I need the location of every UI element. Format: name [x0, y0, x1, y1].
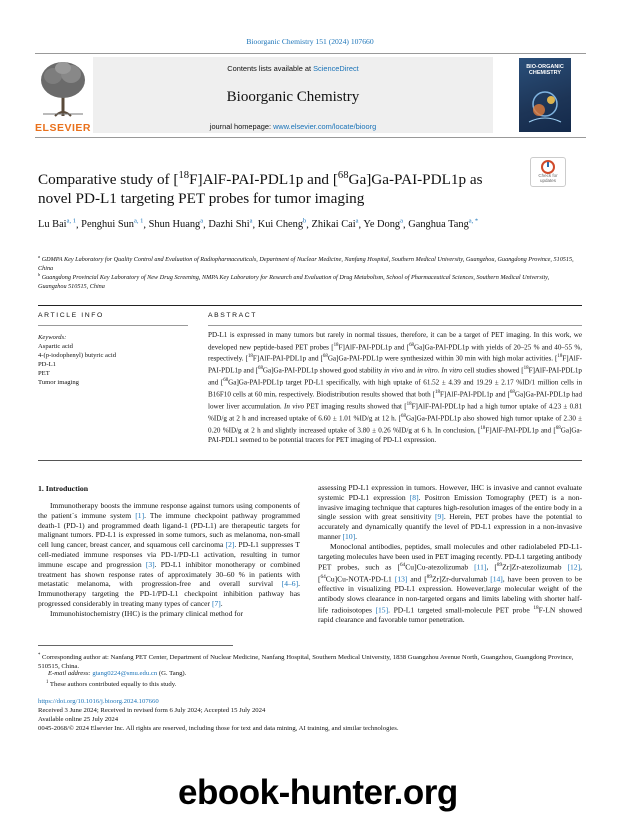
author-affiliation-mark[interactable]: a, 1	[66, 218, 76, 225]
affiliation-b: $^b$ Guangdong Provincial Key Laboratory of New Drug Screening, NMPA Key Laboratory for Research and Evaluation of Drug Metabolism, School of Pharmaceutical Sciences, Southern Medical University, Guangzhou 510515, China	[38, 272, 550, 291]
elsevier-logo[interactable]	[35, 56, 91, 134]
citation-link[interactable]: [11]	[474, 562, 487, 572]
citation-link[interactable]: [15]	[375, 605, 389, 615]
author-affiliation-mark[interactable]: a	[355, 218, 359, 225]
citation-link[interactable]: [14]	[490, 574, 503, 584]
author-name[interactable]: Zhikai Cai$^a$	[311, 218, 359, 231]
intro-paragraph-3: Monoclonal antibodies, peptides, small molecules and other radiolabeled PD-L1-targeting molecules have been used in PET imaging recently. PD-L1 targeting antibody PET probes, such as [$^{64}$Cu]Cu-atezolizumab [11], [$^{89}$Zr]Zr-atezolizumab [12], [$^{64}$Cu]Cu-NOTA-PD-L1 [13] and [$^{89}$Zr]Zr-durvalumab [14], have been proven to be effective in visualizing PD-L1 expression. However,large molecular weight of the antibody slows clearance in non-targeted organs and limits labeling with shorter half-life radioisotopes [15]. PD-L1 targeted small-molecule PET probe $^{18}$F-LN showed rapid clearance and favorable tumor penetration.	[318, 541, 583, 624]
author-name[interactable]: Kui Cheng$^b$	[257, 218, 307, 231]
citation-link[interactable]: [8]	[409, 492, 419, 502]
doi-link[interactable]: https://doi.org/10.1016/j.bioorg.2024.107660	[38, 698, 159, 705]
author-affiliation-mark[interactable]: a	[249, 218, 253, 225]
author-name[interactable]: Dazhi Shi$^a$	[208, 218, 253, 231]
footnote-rule	[38, 645, 233, 646]
affiliation-a: $^a$ GDMPA Key Laboratory for Quality Control and Evaluation of Radiopharmaceuticals, Department of Nuclear Medicine, Nanfang Hospital, Southern Medical University, Guangzhou, Guangdong Province, 510515, China	[38, 254, 574, 273]
journal-name: Bioorganic Chemistry	[226, 89, 360, 105]
citation-link[interactable]: [10]	[342, 531, 356, 541]
citation-link[interactable]: [3]	[145, 559, 155, 569]
citation-link[interactable]: [2]	[225, 540, 235, 550]
author-affiliation-mark[interactable]: a, 1	[134, 218, 144, 225]
author-name[interactable]: Lu Bai$^{a, 1}$	[38, 218, 76, 231]
article-info-rule	[38, 325, 188, 326]
watermark-text: ebook-hunter.org	[178, 773, 458, 812]
author-separator: ,	[203, 219, 209, 231]
intro-paragraph-2-cont: assessing PD-L1 expression in tumors. However, IHC is invasive and cannot evaluate systemic PD-L1 expression [8]. Positron Emission Tomography (PET) is a non-invasive imaging technique that captures high-resolution images of the entire body in a single session with great sensitivity [9]. Herein, PET probes have the potential to accurately and dynamically quantify the level of PD-L1 expression in a non-invasive manner [10].	[318, 483, 582, 541]
body-column-right	[318, 483, 582, 625]
citation-link[interactable]: [9]	[435, 512, 444, 522]
citation-link[interactable]: [12]	[567, 562, 581, 572]
author-affiliation-mark[interactable]: a	[200, 218, 204, 225]
author-name[interactable]: Ganghua Tang$^{a, *}$	[408, 218, 479, 231]
check-updates-icon	[531, 158, 565, 174]
available-online: Available online 25 July 2024	[38, 716, 119, 723]
author-affiliation-mark[interactable]: a	[400, 218, 404, 225]
author-name[interactable]: Ye Dong$^a$	[363, 218, 404, 231]
section-rule-bottom	[38, 460, 582, 461]
article-info-heading: ARTICLE INFO	[38, 312, 104, 319]
cover-art	[519, 58, 571, 132]
author-list	[38, 214, 578, 233]
journal-reference[interactable]: Bioorganic Chemistry 151 (2024) 107660	[246, 37, 374, 46]
citation-link[interactable]: [13]	[394, 574, 408, 584]
check-updates-label: Check for updates	[538, 173, 558, 183]
keyword-item: Aspartic acid	[38, 343, 73, 351]
keyword-item: 4-(p-iodophenyl) butyric acid	[38, 352, 117, 360]
intro-paragraph-1: Immunotherapy boosts the immune response against tumors using components of the patient`s immune system [1]. The immune checkpoint pathway programmed death-1 (PD-1) and programmed death ligand-1 (PD-L1) are therapeutic targets for malignant tumors. PD-L1 is expressed in some tumors, such as melanoma, non-small cell lung cancer, breast cancer, and squamous cell carcinoma [2]. PD-L1 suppresses T cell-mediated immune responses via PD-1/PD-L1 activation, resulting in tumor immune escape and progression [3]. PD-L1 inhibitor monotherapy or combined treatment has shown response rates of approximately 30–60 % in patients with metastatic melanoma, with progression-free and overall survival [4–6]. Immunotherapy targeting the PD-1/PD-L1 checkpoint inhibition pathway has progressed considerably in treating many types of cancer [7].	[38, 501, 301, 608]
section-rule-top	[38, 305, 582, 306]
body-column-left	[38, 501, 300, 619]
intro-paragraph-2-start: Immunohistochemistry (IHC) is the primary clinical method for	[50, 608, 244, 618]
journal-header	[35, 53, 586, 138]
citation-link[interactable]: [7]	[211, 598, 221, 608]
homepage-link[interactable]: www.elsevier.com/locate/bioorg	[273, 122, 377, 131]
keyword-item: PD-L1	[38, 361, 56, 369]
abstract-rule	[208, 325, 582, 326]
author-affiliation-mark[interactable]: b	[303, 218, 307, 225]
corresponding-author-note: * Corresponding author at: Nanfang PET Center, Department of Nuclear Medicine, Nanfang Hospital, Southern Medical University, 1838 Guangzhou Avenue North, Guangzhou, Guangdong Province, 510515, China.	[38, 653, 574, 671]
elsevier-tree-icon	[35, 56, 91, 120]
author-separator: ,	[358, 219, 364, 231]
author-name[interactable]: Penghui Sun$^{a, 1}$	[81, 218, 144, 231]
abstract-text: PD-L1 is expressed in many tumors but rarely in normal tissues, therefore, it can be a target of PET imaging. In this work, we developed new peptide-based PET probes [$^{18}$F]AlF-PAI-PDL1p and [$^{68}$Ga]Ga-PAI-PDL1p with yields of 20–25 % and 40–55 %, respectively. [$^{18}$F]AlF-PAI-PDL1p and [$^{68}$Ga]Ga-PAI-PDL1p were synthesized within 30 min with high molar activities. [$^{18}$F]AlF-PAI-PDL1p and [$^{68}$Ga]Ga-PAI-PDL1p showed good stability in vivo and in vitro. In vitro cell studies showed [$^{18}$F]AlF-PAI-PDL1p and [$^{68}$Ga]Ga-PAI-PDL1p target PD-L1 specifically, with high uptake of 61.52 ± 4.39 and 19.29 ± 2.17 %ID/1 million cells in B16F10 cells at 60 min, respectively. Biodistribution results showed that both [$^{18}$F]AlF-PAI-PDL1p and [$^{68}$Ga]Ga-PAI-PDL1p had lower liver accumulation. In vivo PET imaging results showed that [$^{18}$F]AlF-PAI-PDL1p had a high tumor uptake of 4.23 ± 0.81 %ID/g at 2 h and increased uptake of 6.60 ± 1.01 %ID/g at 12 h. [$^{68}$Ga]Ga-PAI-PDL1p also showed high tumor uptake of 2.30 ± 0.20 %ID/g at 2 h and slightly increased uptake of 3.80 ± 0.26 %ID/g at 6 h. In conclusion, [$^{18}$F]AlF-PAI-PDL1p and [$^{68}$Ga]Ga-PAI-PDL1 seemed to be potential tracers for PET imaging of PD-L1 expression.	[208, 331, 583, 444]
check-for-updates-badge[interactable]	[530, 157, 566, 187]
received-dates: Received 3 June 2024; Received in revised form 6 July 2024; Accepted 15 July 2024	[38, 707, 266, 714]
journal-cover-image[interactable]	[519, 58, 571, 132]
author-name[interactable]: Shun Huang$^a$	[148, 218, 204, 231]
citation-link[interactable]: [4–6]	[281, 579, 299, 589]
keyword-item: Tumor imaging	[38, 379, 79, 387]
author-separator: ,	[306, 219, 312, 231]
abstract-heading: ABSTRACT	[208, 312, 258, 319]
homepage-line: journal homepage: www.elsevier.com/locate/bioorg	[209, 122, 377, 131]
equal-contribution-note: $^1$ These authors contributed equally to this study.	[46, 680, 177, 689]
copyright-line: 0045-2068/© 2024 Elsevier Inc. All rights are reserved, including those for text and data mining, AI training, and similar technologies.	[38, 725, 399, 732]
keywords-label: Keywords:	[38, 334, 67, 341]
email-link[interactable]: gtang0224@smu.edu.cn	[92, 670, 158, 677]
author-separator: ,	[143, 219, 149, 231]
citation-link[interactable]: [1]	[135, 510, 145, 520]
introduction-heading: 1. Introduction	[38, 484, 89, 493]
contents-line: Contents lists available at ScienceDirect	[227, 64, 359, 73]
cover-title: BIO-ORGANIC CHEMISTRY	[526, 64, 564, 76]
author-affiliation-mark[interactable]: a, *	[468, 218, 479, 225]
journal-info-panel	[93, 57, 493, 133]
author-separator: ,	[403, 219, 409, 231]
keywords-block	[38, 333, 168, 388]
email-note: E-mail address: gtang0224@smu.edu.cn (G. Tang).	[48, 670, 187, 677]
article-title: Comparative study of [$^{18}$F]AlF-PAI-PDL1p and [$^{68}$Ga]Ga-PAI-PDL1p as novel PD-L1 targeting PET probes for tumor imaging	[38, 170, 483, 208]
sciencedirect-link[interactable]: ScienceDirect	[313, 64, 359, 73]
author-separator: ,	[252, 219, 258, 231]
keyword-item: PET	[38, 370, 50, 378]
author-separator: ,	[75, 219, 82, 231]
elsevier-wordmark: ELSEVIER	[35, 122, 91, 134]
